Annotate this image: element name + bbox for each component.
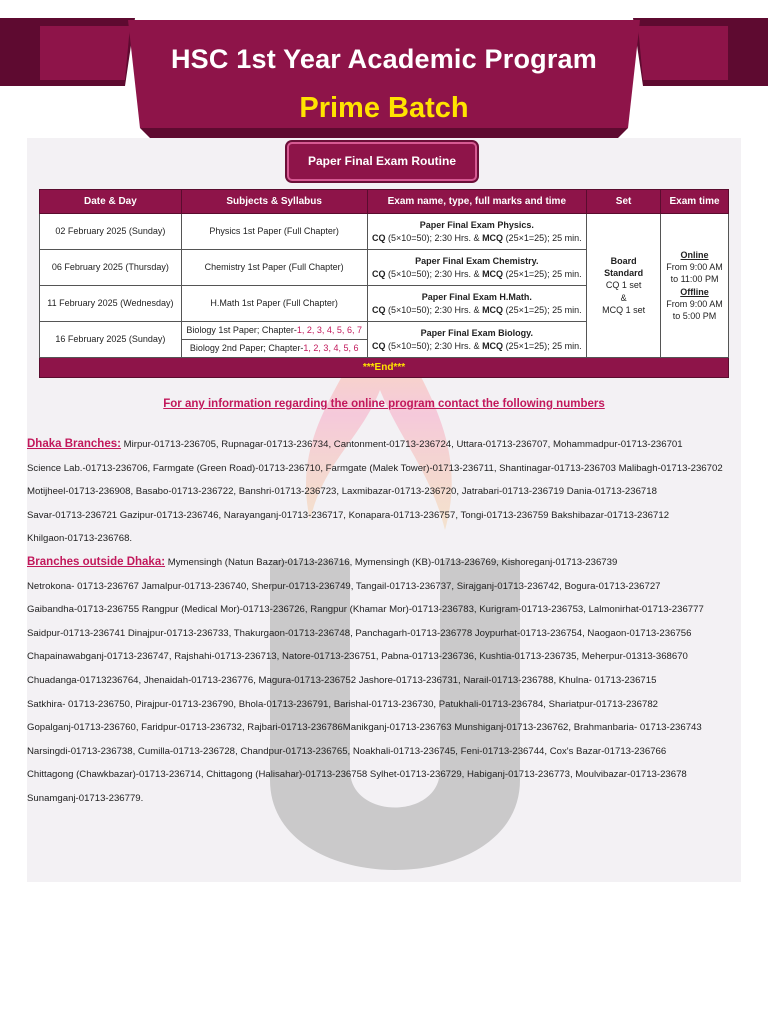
exam-subject: Physics 1st Paper (Full Chapter)	[181, 214, 367, 250]
exam-date: 11 February 2025 (Wednesday)	[40, 286, 182, 322]
branch-line: Sunamganj-01713-236779.	[27, 792, 144, 804]
branch-list	[27, 433, 742, 811]
end-label: ***End***	[40, 358, 729, 378]
branch-line: Motijheel-01713-236908, Basabo-01713-236722, Banshri-01713-236723, Laxmibazar-01713-236720, Jatrabari-01713-236719 Dania-01713-236718	[27, 486, 657, 498]
exam-format: CQ (5×10=50); 2:30 Hrs. & MCQ (25×1=25); 25 min.	[372, 340, 582, 351]
branch-line: Gopalganj-01713-236760, Faridpur-01713-236732, Rajbari-01713-236786Manikganj-01713-236763 Munshiganj-01713-236762, Brahmanbaria- 01713-236743	[27, 722, 702, 734]
exam-subject: H.Math 1st Paper (Full Chapter)	[181, 286, 367, 322]
set-and: &	[620, 292, 627, 303]
branch-line: Narsingdi-01713-236738, Cumilla-01713-236728, Chandpur-01713-236765, Noakhali-01713-236745, Feni-01713-236744, Cox's Bazar-01713-236766	[27, 745, 667, 757]
table-row	[40, 214, 729, 250]
exam-detail	[367, 286, 587, 322]
exam-detail	[367, 322, 587, 358]
table-header-row	[40, 190, 729, 214]
exam-format: CQ (5×10=50); 2:30 Hrs. & MCQ (25×1=25); 25 min.	[372, 304, 582, 315]
set-mcq: MCQ 1 set	[602, 304, 646, 315]
branch-line: Science Lab.-01713-236706, Farmgate (Green Road)-01713-236710, Farmgate (Malek Tower)-01713-236711, Shantinagar-01713-236703 Malibagh-01713-236702	[27, 462, 723, 474]
online-from: From 9:00 AM	[666, 262, 723, 273]
exam-name: Paper Final Exam H.Math.	[421, 292, 532, 303]
exam-subject: Biology 1st Paper; Chapter-1, 2, 3, 4, 5, 6, 7	[181, 322, 367, 340]
exam-format: CQ (5×10=50); 2:30 Hrs. & MCQ (25×1=25); 25 min.	[372, 268, 582, 279]
branch-line: Chuadanga-01713236764, Jhenaidah-01713-236776, Magura-01713-236752 Jashore-01713-236731, Narail-01713-236788, Khulna- 01713-236715	[27, 674, 657, 686]
set-cq: CQ 1 set	[605, 280, 642, 291]
branch-line: Chapainawabganj-01713-236747, Rajshahi-01713-236713, Natore-01713-236751, Pabna-01713-236736, Kushtia-01713-236735, Meherpur-01313-368670	[27, 651, 688, 663]
branch-line: Satkhira- 01713-236750, Pirajpur-01713-236790, Bhola-01713-236791, Barishal-01713-236730, Patukhali-01713-236784, Shariatpur-01713-236782	[27, 698, 658, 710]
online-to: to 11:00 PM	[670, 274, 719, 285]
branch-line: Khilgaon-01713-236768.	[27, 533, 133, 545]
branch-line: Branches outside Dhaka: Mymensingh (Natun Bazar)-01713-236716, Mymensingh (KB)-01713-236769, Kishoreganj-01713-236739	[27, 555, 618, 568]
chapter-list: 1, 2, 3, 4, 5, 6, 7	[296, 325, 362, 336]
branch-line: Netrokona- 01713-236767 Jamalpur-01713-236740, Sherpur-01713-236749, Tangail-01713-236737, Sirajganj-01713-236742, Bogura-01713-236727	[27, 580, 661, 592]
column-header: Set	[587, 190, 661, 214]
exam-detail	[367, 214, 587, 250]
routine-title: Paper Final Exam Routine	[287, 142, 477, 181]
exam-subject: Biology 2nd Paper; Chapter-1, 2, 3, 4, 5, 6	[181, 340, 367, 358]
online-label: Online	[680, 250, 709, 261]
offline-to: to 5:00 PM	[672, 310, 717, 321]
batch-title: Prime Batch	[299, 92, 469, 124]
branch-line: Dhaka Branches: Mirpur-01713-236705, Rupnagar-01713-236734, Cantonment-01713-236724, Uttara-01713-236707, Mohammadpur-01713-236701	[27, 438, 683, 450]
exam-subject: Chemistry 1st Paper (Full Chapter)	[181, 250, 367, 286]
exam-date: 02 February 2025 (Sunday)	[40, 214, 182, 250]
offline-from: From 9:00 AM	[666, 298, 723, 309]
offline-label: Offline	[680, 286, 709, 297]
outside-branches-label: Branches outside Dhaka:	[27, 555, 166, 568]
column-header: Exam time	[661, 190, 729, 214]
exam-name: Paper Final Exam Biology.	[420, 328, 533, 339]
chapter-list: 1, 2, 3, 4, 5, 6	[303, 343, 359, 354]
column-header: Date & Day	[40, 190, 182, 214]
branch-line: Saidpur-01713-236741 Dinajpur-01713-236733, Thakurgaon-01713-236748, Panchagarh-01713-236778 Joypurhat-01713-236754, Naogaon-01713-236756	[27, 627, 692, 639]
column-header: Subjects & Syllabus	[181, 190, 367, 214]
set-title: Board Standard	[604, 256, 644, 279]
set-info	[587, 214, 661, 358]
branch-line: Chittagong (Chawkbazar)-01713-236714, Chittagong (Halisahar)-01713-236758 Sylhet-01713-236729, Habiganj-01713-236773, Moulvibazar-01713-23678	[27, 769, 687, 781]
branch-line: Savar-01713-236721 Gazipur-01713-236746, Narayanganj-01713-236717, Konapara-01713-236757, Tongi-01713-236759 Bakshibazar-01713-236712	[27, 509, 670, 521]
exam-date: 06 February 2025 (Thursday)	[40, 250, 182, 286]
program-title: HSC 1st Year Academic Program	[170, 44, 597, 74]
exam-format: CQ (5×10=50); 2:30 Hrs. & MCQ (25×1=25); 25 min.	[372, 232, 582, 243]
exam-name: Paper Final Exam Chemistry.	[415, 256, 539, 267]
exam-name: Paper Final Exam Physics.	[419, 220, 534, 231]
exam-date: 16 February 2025 (Sunday)	[40, 322, 182, 358]
exam-time-info	[661, 214, 729, 358]
exam-detail	[367, 250, 587, 286]
branch-line: Gaibandha-01713-236755 Rangpur (Medical Mor)-01713-236726, Rangpur (Khamar Mor)-01713-236783, Kurigram-01713-236753, Lalmonirhat-01713-236777	[27, 604, 704, 616]
column-header: Exam name, type, full marks and time	[367, 190, 587, 214]
dhaka-branches-label: Dhaka Branches:	[27, 438, 121, 450]
exam-routine-table	[39, 189, 729, 378]
contact-heading: For any information regarding the online program contact the following numbers	[163, 398, 605, 410]
table-end-row	[40, 358, 729, 378]
